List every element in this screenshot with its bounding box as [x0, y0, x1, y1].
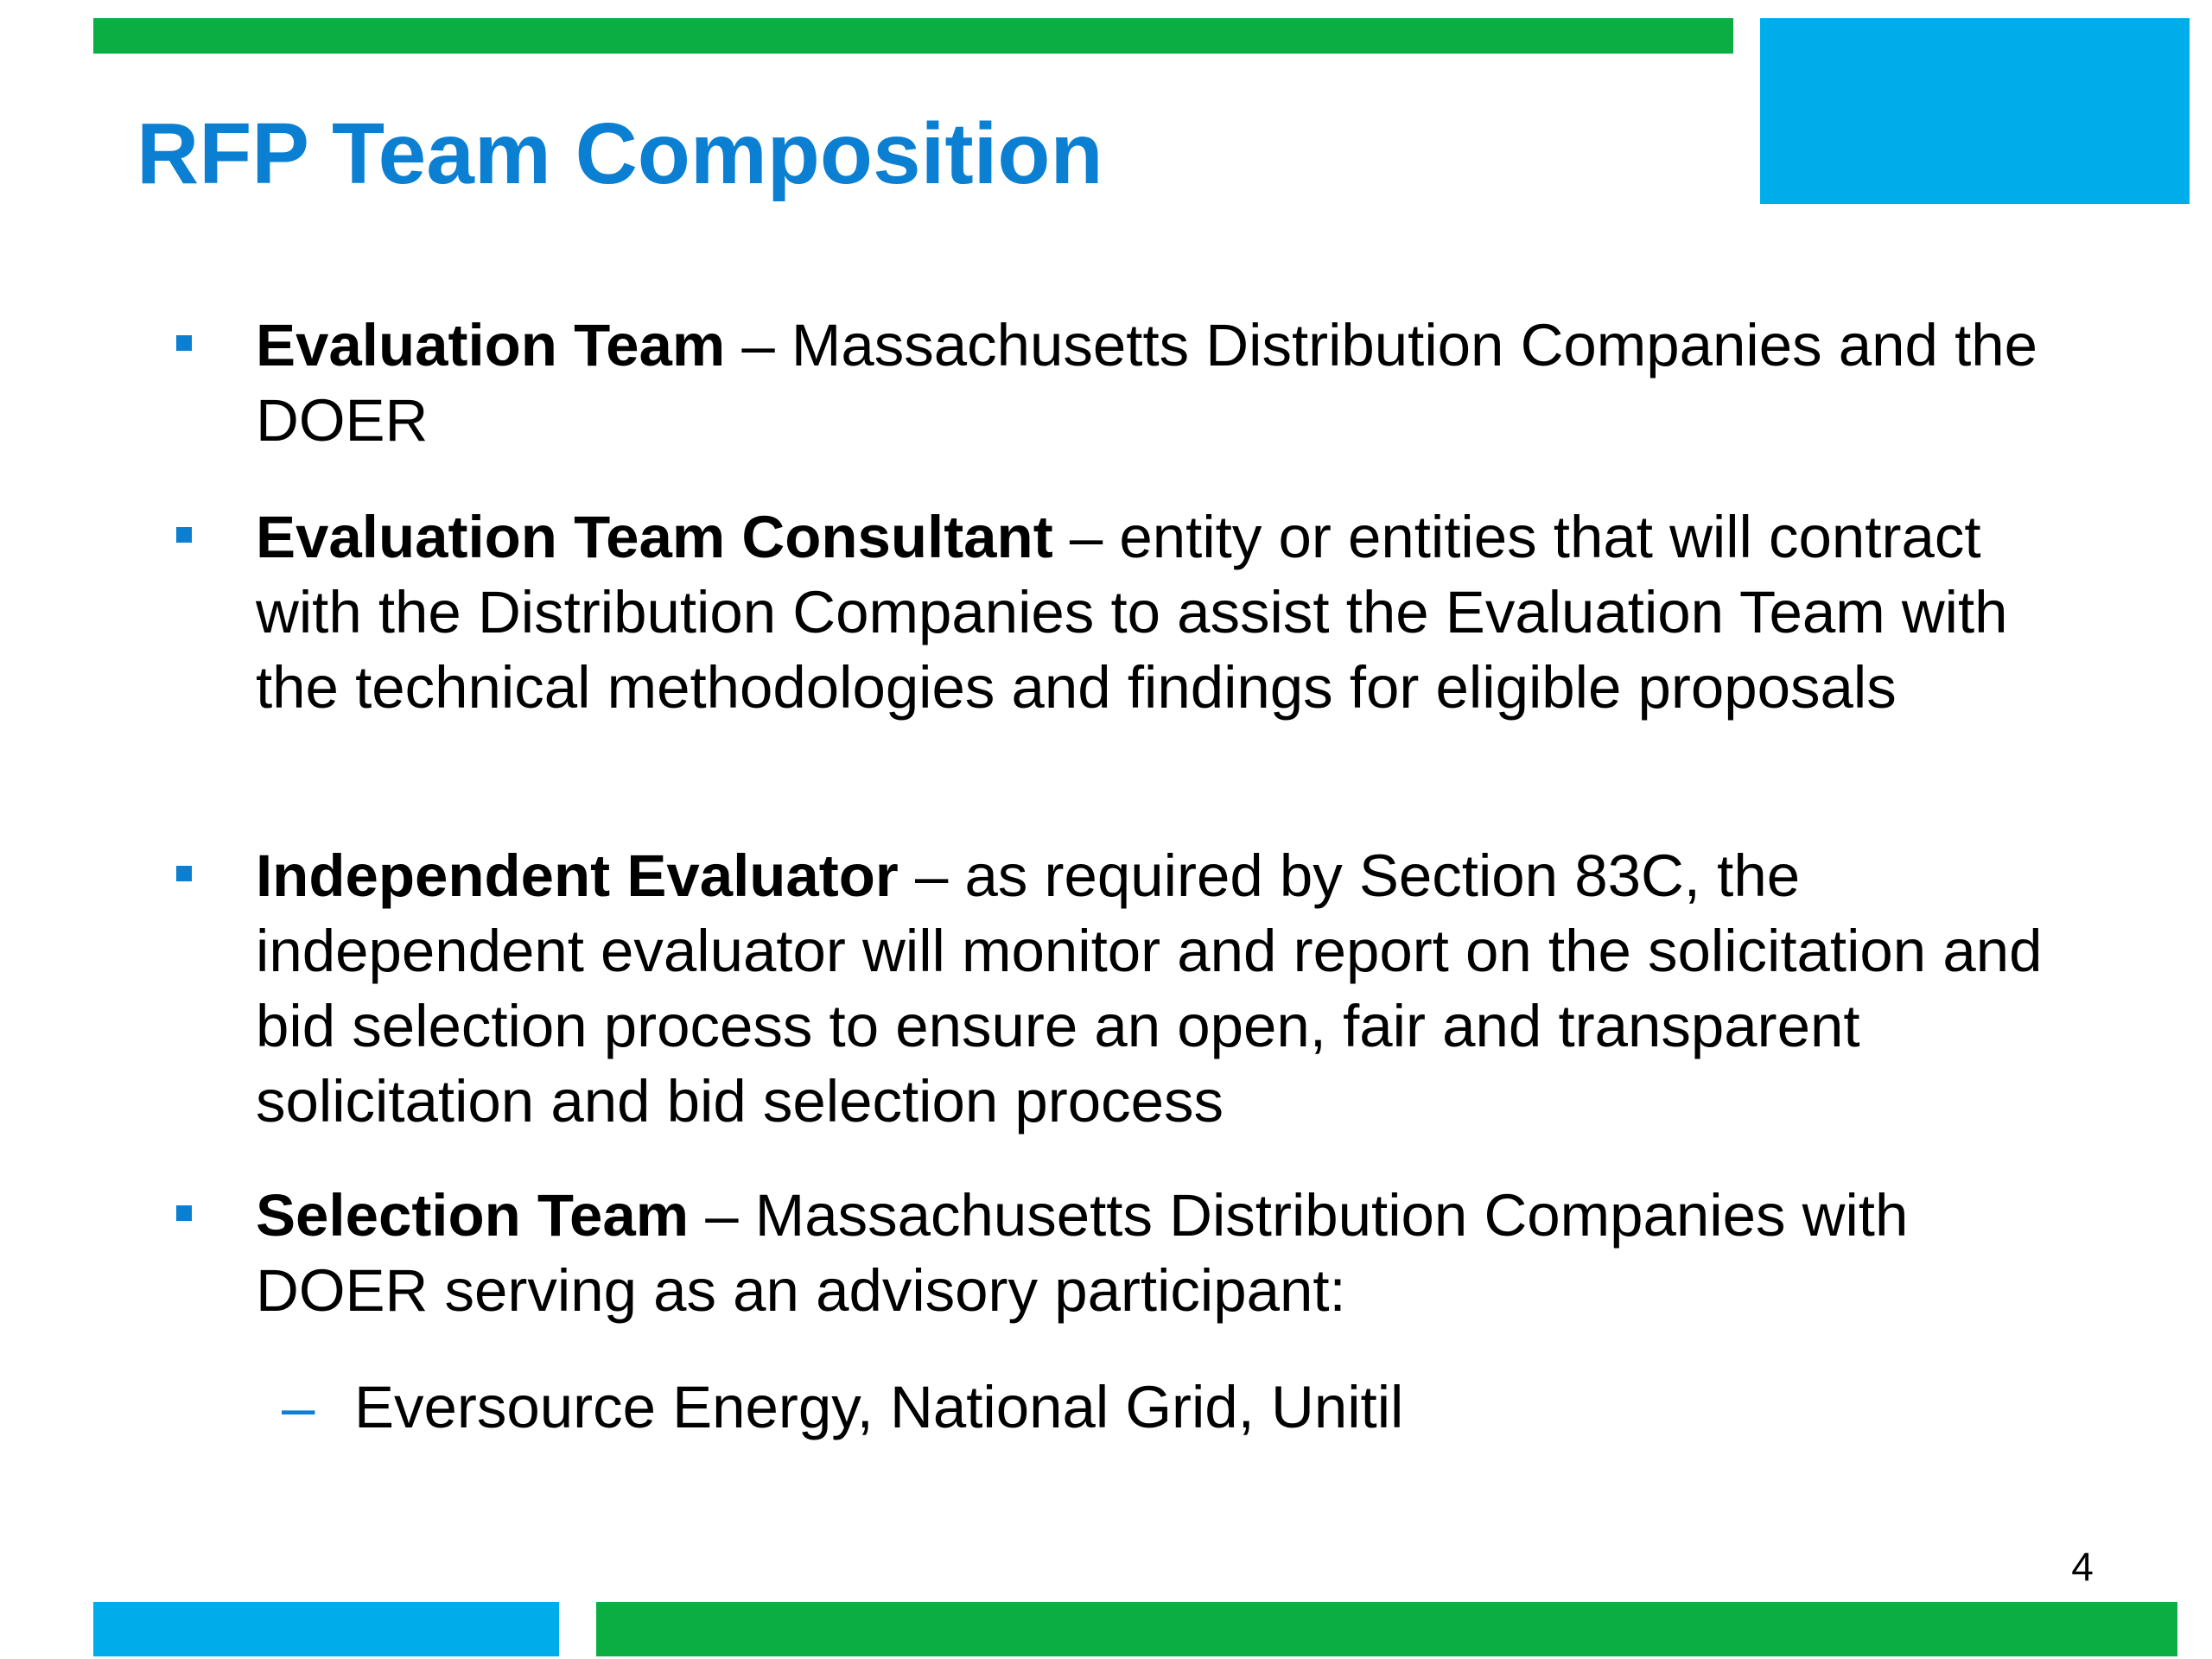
top-green-accent-bar: [93, 18, 1733, 54]
page-number: 4: [2071, 1544, 2094, 1589]
dash-bullet-icon: –: [282, 1374, 315, 1440]
bullet-selection-team: [256, 1178, 2088, 1328]
slide-title: RFP Team Composition: [137, 105, 1103, 202]
bullet-text: – entity or entities that will contract with the Distribution Companies to assist the Evaluation Team with the technical methodologies and findings for eligible proposals: [256, 504, 2008, 721]
bullet-text: – Massachusetts Distribution Companies with DOER serving as an advisory participant:: [256, 1182, 1909, 1324]
square-bullet-icon: [176, 866, 192, 881]
bullet-evaluation-team: [256, 308, 2088, 458]
bullet-independent-evaluator: [256, 838, 2088, 1139]
sub-bullet-text: Eversource Energy, National Grid, Unitil: [354, 1374, 1404, 1440]
bullet-term: Evaluation Team: [256, 312, 726, 378]
bottom-blue-accent-bar: [93, 1602, 559, 1656]
square-bullet-icon: [176, 335, 192, 351]
square-bullet-icon: [176, 527, 192, 543]
bullet-term: Selection Team: [256, 1182, 690, 1249]
sub-bullet-companies: [282, 1370, 2082, 1445]
bullet-evaluation-team-consultant: [256, 499, 2088, 725]
bullet-term: Evaluation Team Consultant: [256, 504, 1053, 570]
square-bullet-icon: [176, 1205, 192, 1221]
bottom-green-accent-bar: [596, 1602, 2177, 1656]
bullet-term: Independent Evaluator: [256, 842, 899, 909]
bullet-text: – Massachusetts Distribution Companies and the DOER: [256, 312, 2037, 454]
bullet-text: – as required by Section 83C, the independent evaluator will monitor and report on the solicitation and bid selection process to ensure an open, fair and transparent solicitation and bid selection process: [256, 842, 2043, 1135]
top-blue-accent-block: [1760, 18, 2190, 204]
